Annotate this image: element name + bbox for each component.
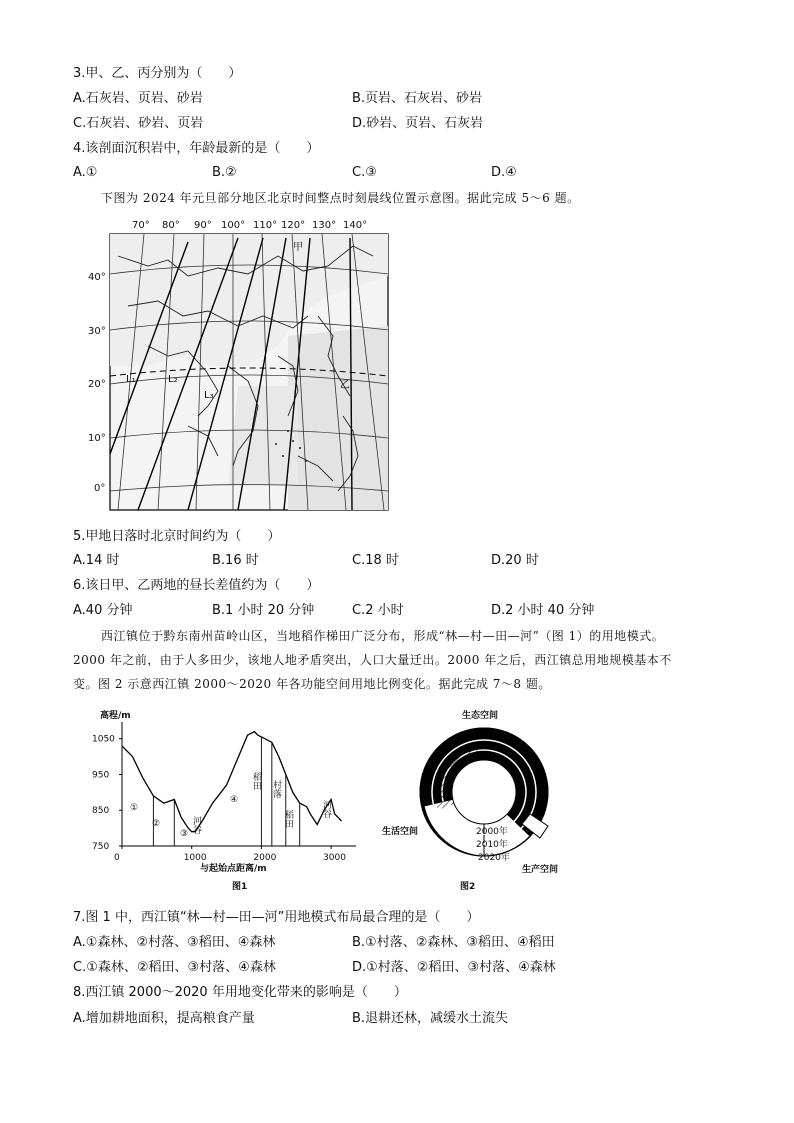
fig1-profile-line	[122, 732, 342, 832]
lon-label-130: 130°	[312, 220, 337, 231]
place-jia: 甲	[293, 242, 303, 253]
ring-label-2010: 2010年	[476, 840, 508, 850]
lat-label-30: 30°	[88, 326, 106, 337]
fig1-xtick-label-3: 3000	[323, 853, 346, 863]
q6-stem: 6.该日甲、乙两地的昼长差值约为（ ）	[73, 578, 320, 593]
fig1-xlabel: 与起始点距离/m	[200, 864, 267, 874]
fig1-ytick-label-3: 1050	[92, 734, 115, 745]
lon-label-140: 140°	[343, 220, 368, 231]
line-l1-label: L₁	[126, 374, 136, 385]
lon-label-120: 120°	[281, 220, 306, 231]
q8-option-b[interactable]: B.退耕还林，减缓水土流失	[352, 1011, 509, 1026]
inner-hole	[452, 760, 516, 824]
q6-option-d[interactable]: D.2 小时 40 分钟	[491, 603, 595, 618]
land-use-ring-chart	[380, 706, 600, 896]
line-l2-label: L₂	[168, 374, 178, 385]
q3-option-d[interactable]: D.砂岩、页岩、石灰岩	[352, 116, 484, 131]
fig1-xticks	[114, 846, 346, 863]
lon-label-80: 80°	[162, 220, 180, 231]
intro-5-6: 下图为 2024 年元旦部分地区北京时间整点时刻晨线位置示意图。据此完成 5～6 题。	[101, 191, 580, 205]
q4-option-a[interactable]: A.①	[73, 165, 98, 180]
fig1-seg-2: ②	[152, 819, 161, 829]
q7-option-b[interactable]: B.①村落、②森林、③稻田、④稻田	[352, 935, 555, 950]
fig2-label-living: 生活空间	[382, 827, 419, 837]
lon-label-90: 90°	[194, 220, 212, 231]
intro-7-8-line3: 变。图 2 示意西江镇 2000～2020 年各功能空间用地比例变化。据此完成 7～8 题。	[73, 677, 551, 691]
q8-stem: 8.西江镇 2000～2020 年用地变化带来的影响是（ ）	[73, 985, 407, 1000]
line-l3-label: L₃	[204, 390, 214, 401]
q3-option-b[interactable]: B.页岩、石灰岩、砂岩	[352, 91, 483, 106]
fig1-seg-6: 稻田	[251, 772, 261, 790]
fig1-ytick-label-2: 950	[92, 770, 110, 781]
fig1-xtick-label-2: 2000	[253, 853, 277, 863]
ring-label-2020: 2020年	[478, 853, 510, 863]
q6-option-c[interactable]: C.2 小时	[352, 603, 404, 618]
map-lon-labels	[132, 220, 367, 231]
lat-label-20: 20°	[88, 379, 106, 390]
q5-option-b[interactable]: B.16 时	[212, 553, 259, 568]
lat-label-40: 40°	[88, 272, 106, 283]
q3-option-c[interactable]: C.石灰岩、砂岩、页岩	[73, 116, 204, 131]
q4-option-d[interactable]: D.④	[491, 165, 517, 180]
fig1-ytick-label-0: 750	[92, 842, 110, 852]
q7-option-d[interactable]: D.①村落、②稻田、③村落、④森林	[352, 960, 556, 975]
fig1-seg-3: ③	[180, 829, 189, 839]
terminator-map	[88, 216, 394, 514]
fig2-title: 图2	[460, 882, 476, 892]
q5-option-a[interactable]: A.14 时	[73, 553, 120, 568]
lat-label-10: 10°	[88, 433, 106, 444]
fig1-title: 图1	[232, 882, 248, 892]
q3-option-a[interactable]: A.石灰岩、页岩、砂岩	[73, 91, 203, 106]
lon-label-70: 70°	[132, 220, 150, 231]
fig1-xtick-label-1: 1000	[183, 853, 207, 863]
fig1-xtick-label-0: 0	[114, 853, 120, 863]
q7-option-c[interactable]: C.①森林、②稻田、③村落、④森林	[73, 960, 276, 975]
fig1-ylabel: 高程/m	[100, 711, 131, 721]
q5-option-d[interactable]: D.20 时	[491, 553, 539, 568]
q4-option-c[interactable]: C.③	[352, 165, 377, 180]
q7-stem: 7.图 1 中，西江镇“林—村—田—河”用地模式布局最合理的是（ ）	[73, 910, 480, 925]
lat-label-0: 0°	[94, 483, 106, 494]
fig2-label-production: 生产空间	[522, 865, 559, 875]
intro-7-8-line2: 2000 年之前，由于人多田少，该地人地矛盾突出，人口大量迁出。2000 年之后，西江镇总用地规模基本不	[73, 653, 672, 667]
q8-option-a[interactable]: A.增加耕地面积，提高粮食产量	[73, 1011, 255, 1026]
fig1-seg-4: 河谷	[191, 816, 201, 834]
fig1-seg-7: 村落	[271, 780, 281, 798]
place-yi: 乙	[340, 380, 350, 391]
q4-option-b[interactable]: B.②	[212, 165, 237, 180]
fig1-seg-1: ①	[130, 803, 139, 813]
q6-option-a[interactable]: A.40 分钟	[73, 603, 133, 618]
q7-option-a[interactable]: A.①森林、②村落、③稻田、④森林	[73, 935, 276, 950]
fig1-seg-8: 稻田	[283, 810, 293, 828]
fig2-label-eco: 生态空间	[462, 711, 499, 721]
q4-stem: 4.该剖面沉积岩中，年龄最新的是（ ）	[73, 141, 320, 156]
ring-label-2000: 2000年	[476, 827, 508, 837]
intro-7-8-line1: 西江镇位于黔东南州苗岭山区，当地稻作梯田广泛分布，形成“林—村—田—河”（图 1）的用地模式。	[101, 629, 665, 643]
lon-label-100: 100°	[221, 220, 246, 231]
map-lat-labels	[88, 272, 106, 494]
fig1-ytick-label-1: 850	[92, 806, 110, 817]
q5-option-c[interactable]: C.18 时	[352, 553, 399, 568]
fig1-yticks	[92, 735, 122, 852]
fig1-seg-5: ④	[230, 795, 239, 805]
q6-option-b[interactable]: B.1 小时 20 分钟	[212, 603, 315, 618]
elevation-profile-chart	[90, 706, 360, 896]
q5-stem: 5.甲地日落时北京时间约为（ ）	[73, 529, 281, 544]
fig1-seg-9: 河谷	[321, 800, 331, 818]
q3-stem: 3.甲、乙、丙分别为（ ）	[73, 66, 242, 81]
lon-label-110: 110°	[253, 220, 278, 231]
